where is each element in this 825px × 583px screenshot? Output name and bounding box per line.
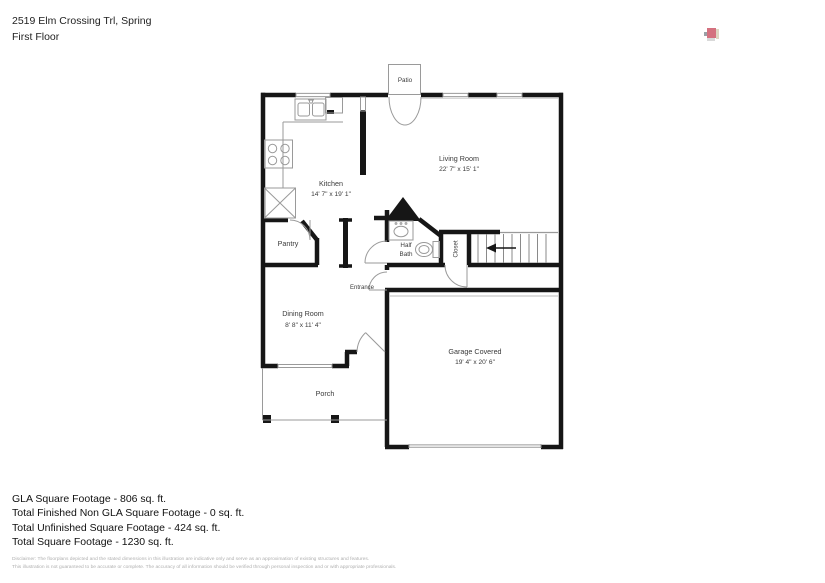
room-label-garage: Garage Covered xyxy=(448,347,502,356)
kitchen-fixtures xyxy=(265,97,366,218)
disclaimer xyxy=(12,556,396,572)
room-dims-dining-room: 8' 8" x 11' 4" xyxy=(285,322,321,329)
porch-post xyxy=(331,415,339,423)
room-label-closet: Closet xyxy=(453,240,460,258)
room-label-half-bath-1: Half xyxy=(400,242,412,249)
patio-door xyxy=(389,97,421,125)
kitchen-sink-icon xyxy=(295,99,326,120)
closet-door xyxy=(445,265,467,287)
room-label-entrance: Entrance xyxy=(349,285,375,291)
disclaimer-line-1: Disclaimer: The floorplans depicted and the stated dimensions in this illustration are indicative only and serve as an approximation of existing structures and features. xyxy=(12,557,370,562)
front-door xyxy=(357,333,385,352)
summary-line-total: Total Square Footage - 1230 sq. ft. xyxy=(12,536,174,549)
walls xyxy=(261,93,563,449)
floor-title: First Floor xyxy=(12,31,60,43)
room-label-half-bath-2: Bath xyxy=(399,251,413,258)
room-label-pantry: Pantry xyxy=(277,239,299,248)
room-label-porch: Porch xyxy=(315,389,335,398)
room-label-patio: Patio xyxy=(397,77,413,84)
square-footage-summary xyxy=(12,492,244,550)
bath-sink-icon xyxy=(389,221,413,240)
pantry-door xyxy=(290,220,310,240)
porch-post xyxy=(263,415,271,423)
bath-angled-wall xyxy=(385,197,421,221)
room-label-dining-room: Dining Room xyxy=(282,309,324,318)
room-label-kitchen: Kitchen xyxy=(319,179,343,188)
summary-line-unfinished: Total Unfinished Square Footage - 424 sq. ft. xyxy=(12,521,221,534)
stairs xyxy=(478,233,558,264)
address-title: 2519 Elm Crossing Trl, Spring xyxy=(12,15,152,27)
summary-line-non-gla: Total Finished Non GLA Square Footage - 0 sq. ft. xyxy=(12,507,245,520)
room-dims-kitchen: 14' 7" x 19' 1" xyxy=(311,191,351,198)
toilet-icon xyxy=(416,242,440,258)
room-dims-garage: 19' 4" x 20' 6" xyxy=(455,359,495,366)
room-dims-living-room: 22' 7" x 15' 1" xyxy=(439,166,479,173)
cabinet-icon xyxy=(265,188,296,218)
stove-icon xyxy=(265,140,293,168)
half-bath-door xyxy=(365,241,387,263)
room-label-living-room: Living Room xyxy=(439,154,479,163)
garage-door xyxy=(409,444,541,448)
summary-line-gla: GLA Square Footage - 806 sq. ft. xyxy=(12,493,167,505)
disclaimer-line-2: This illustration is not guaranteed to be accurate or complete. The accuracy of all information should be verified through personal inspection and or with appropriate professionals. xyxy=(12,565,397,570)
stair-arrow-head xyxy=(486,244,496,253)
